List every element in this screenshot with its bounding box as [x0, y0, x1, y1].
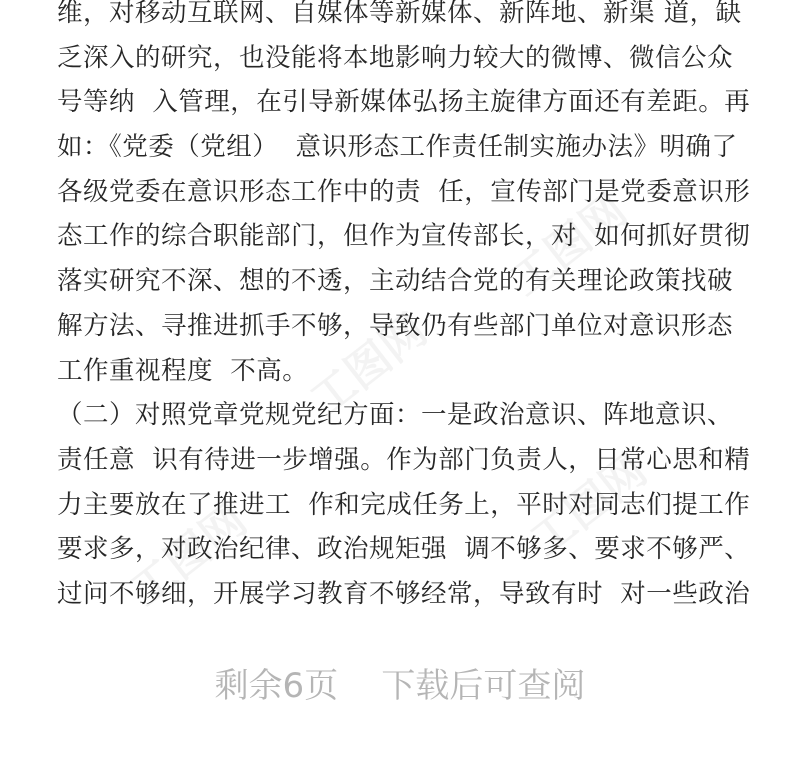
- text-line: 号等纳 入管理，在引导新媒体弘扬主旋律方面还有差距。再: [57, 87, 751, 118]
- text-line: 过问不够细，开展学习教育不够经常，导致有时 对一些政治: [57, 578, 751, 609]
- text-line: 工作重视程度 不高。: [57, 355, 309, 386]
- text-line: 乏深入的研究，也没能将本地影响力较大的微博、微信公众: [57, 42, 734, 73]
- text-line: 如：《党委（党组） 意识形态工作责任制实施办法》明确了: [57, 132, 738, 163]
- body-text: [57, 0, 757, 617]
- text-line: 维，对移动互联网、自媒体等新媒体、新阵地、新渠 道，缺: [57, 0, 742, 28]
- text-line: 态工作的综合职能部门，但作为宣传部长，对 如何抓好贯彻: [57, 221, 751, 252]
- text-line: 解方法、寻推进抓手不够，导致仍有些部门单位对意识形态: [57, 310, 734, 341]
- text-line: 责任意 识有待进一步增强。作为部门负责人，日常心思和精: [57, 444, 751, 475]
- watermark: 工图网: [521, 444, 657, 567]
- watermark: 工图网: [301, 304, 437, 427]
- text-line: 要求多，对政治纪律、政治规矩强 调不够多、要求不够严、: [57, 534, 751, 565]
- watermark: 工图网: [501, 184, 637, 307]
- text-line: （二）对照党章党规党纪方面：一是政治意识、阵地意识、: [57, 400, 734, 431]
- text-line: 落实研究不深、想的不透，主动结合党的有关理论政策找破: [57, 266, 734, 297]
- text-line: 各级党委在意识形态工作中的责 任，宣传部门是党委意识形: [57, 176, 751, 207]
- text-line: 力主要放在了推进工 作和完成任务上，平时对同志们提工作: [57, 489, 751, 520]
- watermark: 工图网: [121, 494, 257, 617]
- remaining-pages-notice[interactable]: 剩余6页 下载后可查阅: [214, 666, 586, 706]
